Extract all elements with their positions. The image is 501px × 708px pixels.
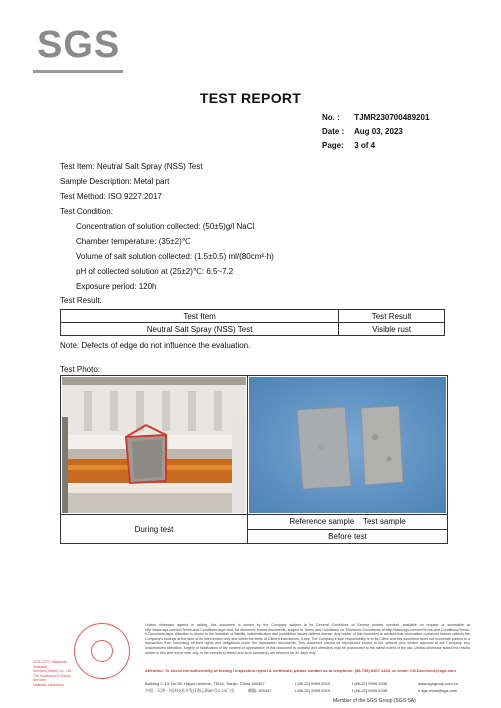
authenticity-notice: Attention: To check the authenticity of testing / inspection report & certificate, please contact us at telephone: (86-755) 8307 1443, or email: CN.Doccheck@sgs.com <box>145 668 456 673</box>
left-company-block <box>33 660 73 688</box>
logo-bar <box>33 70 123 73</box>
logo-text: SGS <box>37 24 121 66</box>
disclaimer: Unless otherwise agreed in writing, this document is issued by the Company subject to its General Conditions of Service printed overleaf, available on request or accessible at http://www.sgs.com/en/Terms-and-Conditions.aspx and, for electronic format documents, subject to Terms and Conditions for Electronic Documents at http://www.sgs.com/en/Terms-and-Conditions/Terms-e-Document.aspx. Attention is drawn to the limitation of liability, indemnification and jurisdiction issues defined therein. Any holder of this document is advised that information contained hereon reflects the Company's findings at the time of its intervention only and within the limits of Client's instructions, if any. The Company's sole responsibility is to its Client and this document does not exonerate parties to a transaction from exercising all their rights and obligations under the transaction documents. This document cannot be reproduced except in full, without prior written approval of the Company. Any unauthorized alteration, forgery or falsification of the content or appearance of this document is unlawful and offenders may be prosecuted to the fullest extent of the law. Unless otherwise stated the results shown in this test report refer only to the sample(s) tested and such sample(s) are retained for 30 days only. <box>145 623 470 655</box>
email: e sgs.china@sgs.com <box>418 688 458 693</box>
test-item: Test Item: Neutral Salt Spray (NSS) Test <box>60 162 203 171</box>
condition-volume: Volume of salt solution collected: (1.5±0.5) ml/(80cm²·h) <box>76 252 274 261</box>
no-label: No. : <box>322 113 340 122</box>
test-result-label: Test Result: <box>60 296 102 305</box>
test-photo-label: Test Photo: <box>60 365 101 374</box>
test-sample-caption: Test sample <box>362 517 406 526</box>
postcode: 邮编: 300457 <box>248 688 272 693</box>
test-condition-label: Test Condition: <box>60 207 113 216</box>
condition-exposure: Exposure period: 120h <box>76 282 157 291</box>
before-test-caption-cell <box>248 515 448 544</box>
website: www.sgsgroup.com.cn <box>418 681 459 686</box>
fax-en: f (86-22) 5999 5335 <box>352 681 388 686</box>
member-note: Member of the SGS Group (SGS SA) <box>333 698 416 704</box>
sample-labels-row <box>248 515 447 530</box>
table-row <box>61 323 445 336</box>
during-test-photo <box>62 377 246 513</box>
result-table <box>60 309 445 336</box>
condition-ph: pH of collected solution at (25±2)℃: 6.5~7.2 <box>76 267 234 276</box>
seal-star <box>91 640 113 662</box>
test-method: Test Method: ISO 9227:2017 <box>60 192 162 201</box>
condition-concentration: Concentration of solution collected: (50±5)g/l NaCl <box>76 222 255 231</box>
report-number: TJMR230700489201 <box>354 113 430 122</box>
fax-cn: f (86-22) 5999 5335 <box>352 688 388 693</box>
report-date: Aug 03, 2023 <box>353 127 403 136</box>
before-test-caption: Before test <box>328 532 367 541</box>
sgs-logo <box>33 26 123 66</box>
before-test-photo <box>249 377 446 513</box>
date-label: Date : <box>322 127 345 136</box>
company-seal <box>74 623 130 679</box>
note: Note: Defects of edge do not influence the evaluation. <box>60 341 251 350</box>
page-label: Page: <box>322 141 344 150</box>
address-en: Building C-13, No.80, Haiyun Avenue, TEDA, Tianjin, China 300457 <box>145 681 265 686</box>
table-header-row <box>61 310 445 323</box>
address-cn: 中国・天津・经济技术开发区海云街80号C-13厂房 <box>145 688 235 693</box>
reference-sample-plate <box>297 407 351 489</box>
before-test-photo-cell <box>248 376 448 515</box>
during-test-caption: During test <box>134 524 174 534</box>
cell-test-item: Neutral Salt Spray (NSS) Test <box>61 323 339 336</box>
cell-test-result: Visible rust <box>339 323 445 336</box>
photo-table <box>60 375 448 544</box>
during-test-photo-cell <box>61 376 248 515</box>
left-company-line3: Materials Laboratory <box>33 682 64 687</box>
header-test-result: Test Result <box>339 310 445 323</box>
during-test-caption-cell <box>61 515 248 544</box>
reference-sample-caption: Reference sample <box>289 517 355 526</box>
test-sample-plate <box>361 406 403 485</box>
header-test-item: Test Item <box>61 310 339 323</box>
left-company-line2: TNL Inspection & Testing Services <box>33 673 71 683</box>
report-title: TEST REPORT <box>199 90 302 106</box>
telephone-cn: t (86-22) 5999 5319 <box>295 688 331 693</box>
condition-temperature: Chamber temperature: (35±2)℃ <box>76 237 191 246</box>
sample-description: Sample Description: Metal part <box>60 177 170 186</box>
report-meta <box>322 111 429 153</box>
left-company-line1: SGS-CSTC Standards Technical Services(Tianjin) Co., Ltd. <box>33 660 72 674</box>
telephone-en: t (86-22) 5999 5319 <box>295 681 331 686</box>
page-number: 3 of 4 <box>354 141 376 150</box>
